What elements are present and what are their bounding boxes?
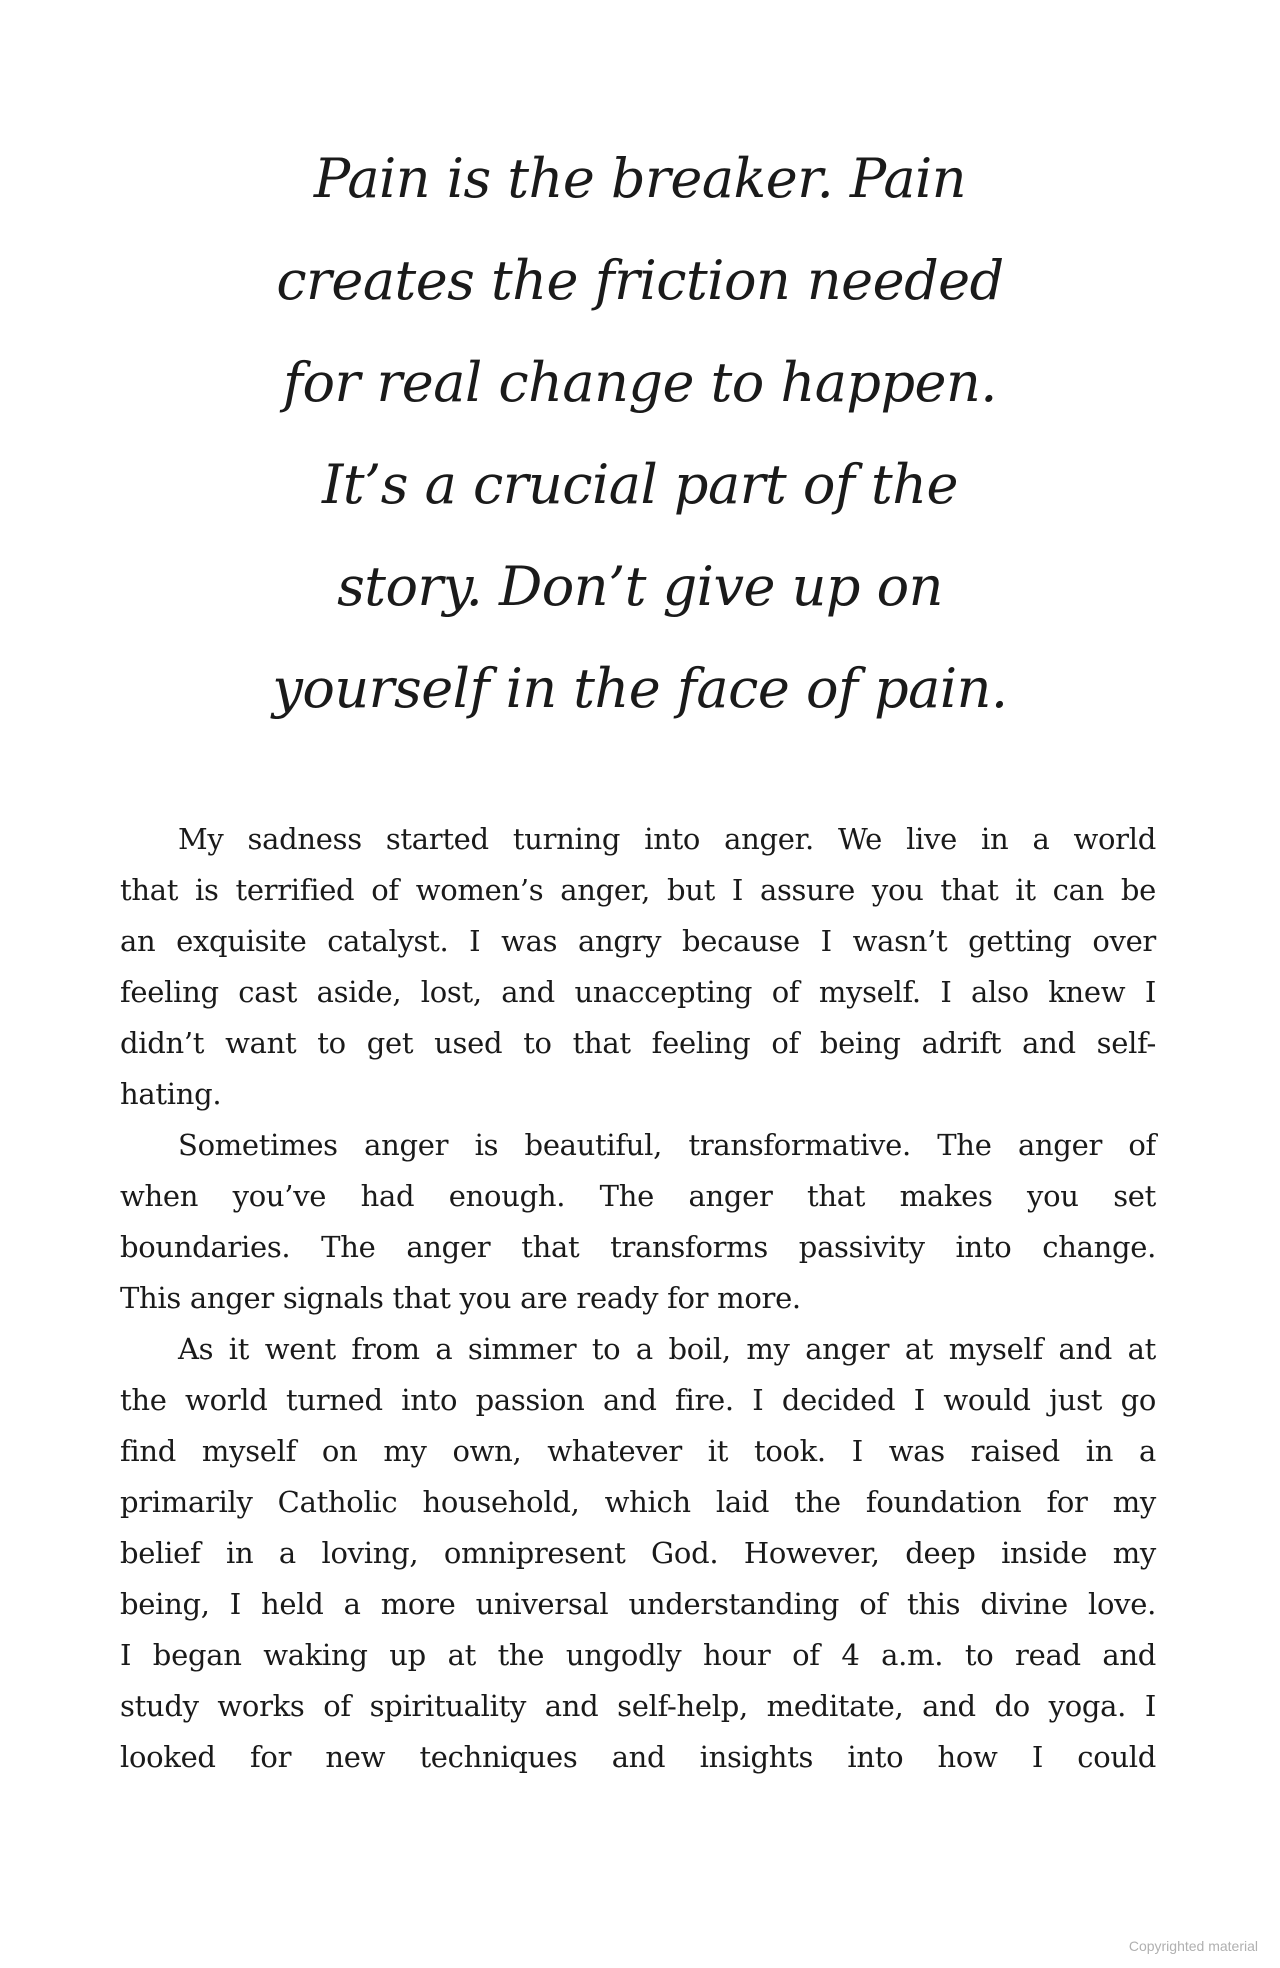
text-line: My sadness started turning into anger. We live in a world	[178, 822, 1156, 856]
text-line: study works of spirituality and self-help, meditate, and do yoga. I	[120, 1689, 1156, 1723]
text-line: an exquisite catalyst. I was angry because I wasn’t getting over	[120, 924, 1156, 958]
text-line: find myself on my own, whatever it took. I was raised in a	[120, 1434, 1156, 1468]
text-line: the world turned into passion and fire. I decided I would just go	[120, 1383, 1156, 1417]
text-line: belief in a loving, omnipresent God. However, deep inside my	[120, 1536, 1156, 1570]
text-line: when you’ve had enough. The anger that makes you set	[120, 1179, 1156, 1213]
pull-quote-line: story. Don’t give up on	[337, 555, 943, 618]
pull-quote-line: yourself in the face of pain.	[272, 657, 1008, 720]
text-line: Sometimes anger is beautiful, transformative. The anger of	[178, 1128, 1156, 1162]
copyright-notice: Copyrighted material	[1128, 1938, 1258, 1954]
text-line: primarily Catholic household, which laid the foundation for my	[120, 1485, 1156, 1519]
body-text	[120, 814, 1156, 1783]
text-line: feeling cast aside, lost, and unaccepting of myself. I also knew I	[120, 975, 1156, 1009]
text-line: didn’t want to get used to that feeling of being adrift and self-	[120, 1026, 1156, 1060]
text-line: This anger signals that you are ready for more.	[120, 1281, 801, 1315]
pull-quote-line: It’s a crucial part of the	[322, 453, 958, 516]
pull-quote-line: creates the friction needed	[276, 249, 1004, 312]
text-line: As it went from a simmer to a boil, my anger at myself and at	[178, 1332, 1156, 1366]
text-line: looked for new techniques and insights into how I could	[120, 1740, 1156, 1774]
text-line: hating.	[120, 1077, 222, 1111]
pull-quote	[200, 128, 1080, 740]
pull-quote-line: Pain is the breaker. Pain	[313, 147, 967, 210]
text-line: being, I held a more universal understanding of this divine love.	[120, 1587, 1156, 1621]
text-line: I began waking up at the ungodly hour of 4 a.m. to read and	[120, 1638, 1156, 1672]
text-line: boundaries. The anger that transforms passivity into change.	[120, 1230, 1156, 1264]
pull-quote-line: for real change to happen.	[283, 351, 997, 414]
paragraph-2	[120, 1120, 1156, 1324]
text-line: that is terrified of women’s anger, but I assure you that it can be	[120, 873, 1156, 907]
paragraph-3	[120, 1324, 1156, 1783]
paragraph-1	[120, 814, 1156, 1120]
